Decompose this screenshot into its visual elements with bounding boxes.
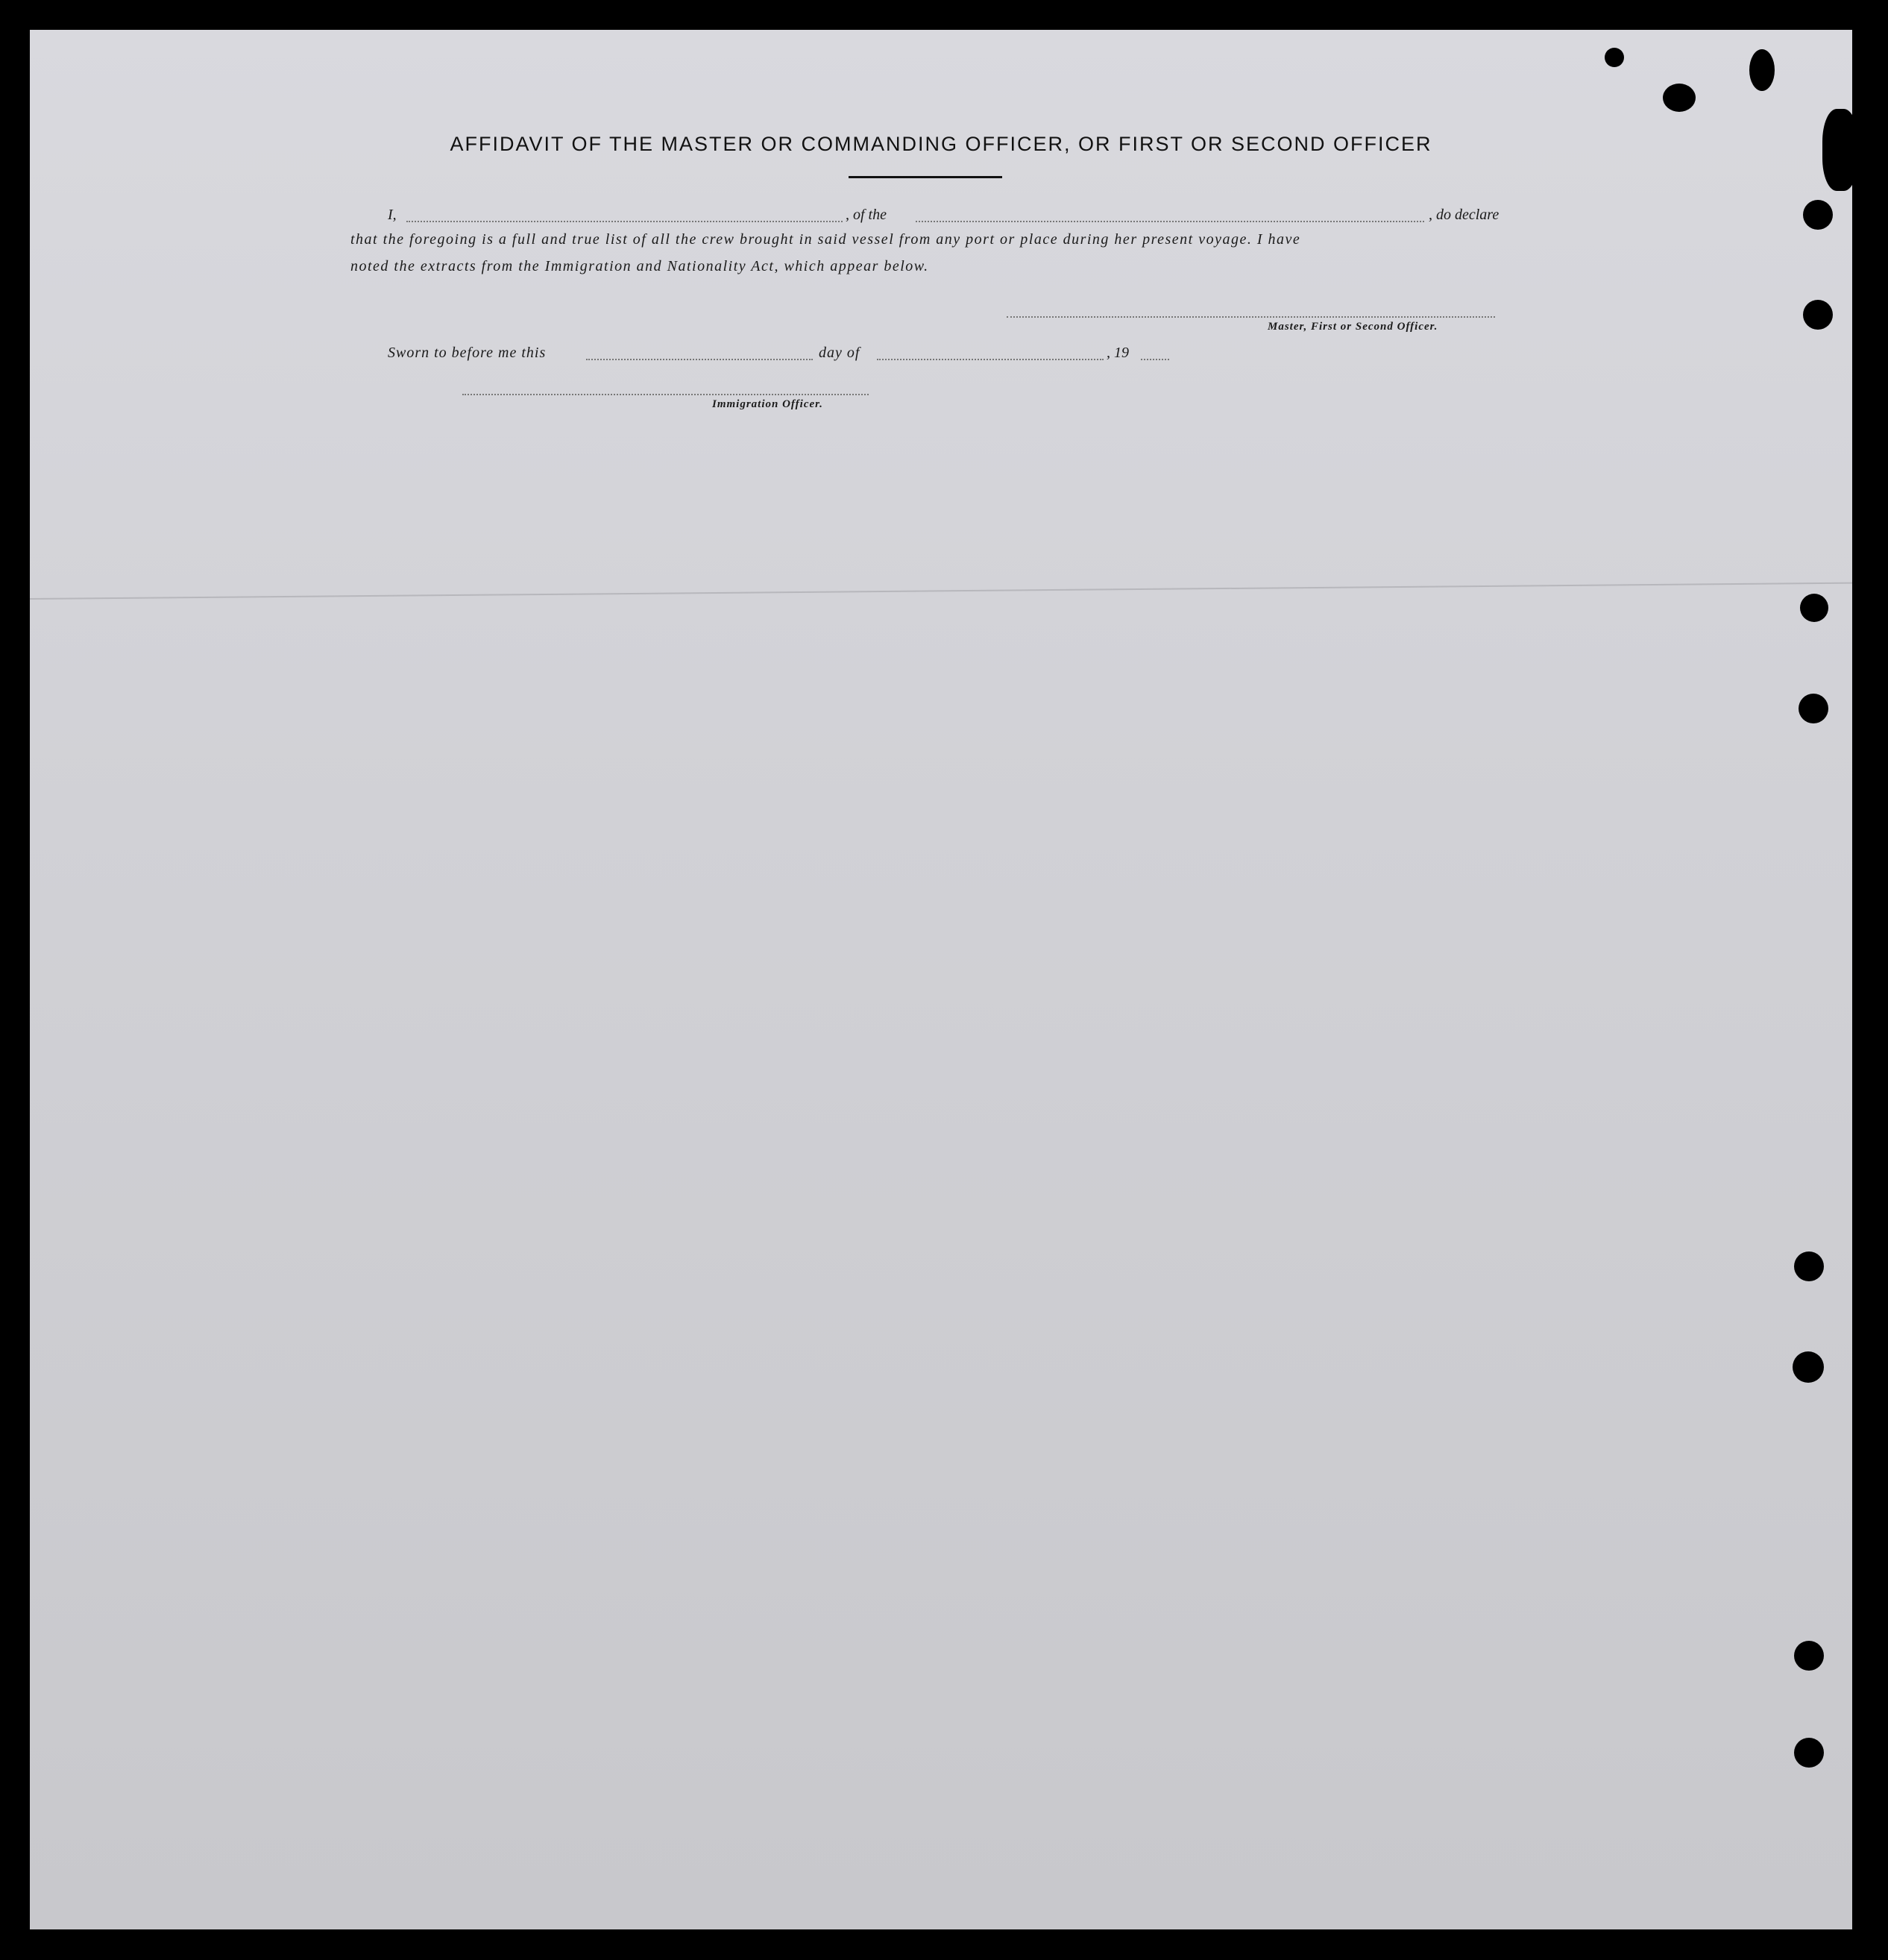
master-signature-label: Master, First or Second Officer. [1268, 321, 1438, 333]
punch-hole [1794, 1738, 1824, 1768]
sworn-label: Sworn to before me this [388, 345, 547, 361]
i-label: I, [388, 207, 397, 223]
punch-hole [1749, 49, 1775, 91]
day-of-label: day of [819, 345, 860, 361]
punch-hole [1605, 48, 1624, 67]
of-the-label: , of the [846, 207, 887, 223]
sworn-year-blank-line [1141, 359, 1169, 360]
declaration-line-3: noted the extracts from the Immigration and Nationality Act, which appear below. [350, 258, 929, 274]
year-label: , 19 [1107, 345, 1129, 361]
punch-hole [1803, 300, 1833, 330]
sworn-day-blank-line [586, 359, 813, 360]
do-declare-label: , do declare [1429, 207, 1500, 223]
punch-hole [1800, 594, 1828, 622]
immigration-officer-label: Immigration Officer. [712, 398, 823, 410]
document-page [30, 30, 1852, 1929]
name-blank-line [406, 221, 843, 222]
title-underline [849, 176, 1002, 178]
punch-hole [1793, 1351, 1824, 1383]
punch-hole [1794, 1641, 1824, 1671]
page-fold-line [30, 582, 1852, 600]
punch-hole [1794, 1251, 1824, 1281]
punch-hole [1822, 109, 1858, 191]
punch-hole [1663, 84, 1696, 112]
punch-hole [1799, 694, 1828, 723]
master-signature-line [1007, 316, 1495, 318]
punch-hole [1803, 200, 1833, 230]
declaration-line-2: that the foregoing is a full and true list of all the crew brought in said vessel from any port or place during her present voyage. I have [350, 231, 1301, 248]
vessel-blank-line [916, 221, 1424, 222]
sworn-month-blank-line [877, 359, 1104, 360]
form-title: AFFIDAVIT OF THE MASTER OR COMMANDING OFFICER, OR FIRST OR SECOND OFFICER [450, 133, 1432, 155]
immigration-officer-signature-line [462, 394, 869, 395]
